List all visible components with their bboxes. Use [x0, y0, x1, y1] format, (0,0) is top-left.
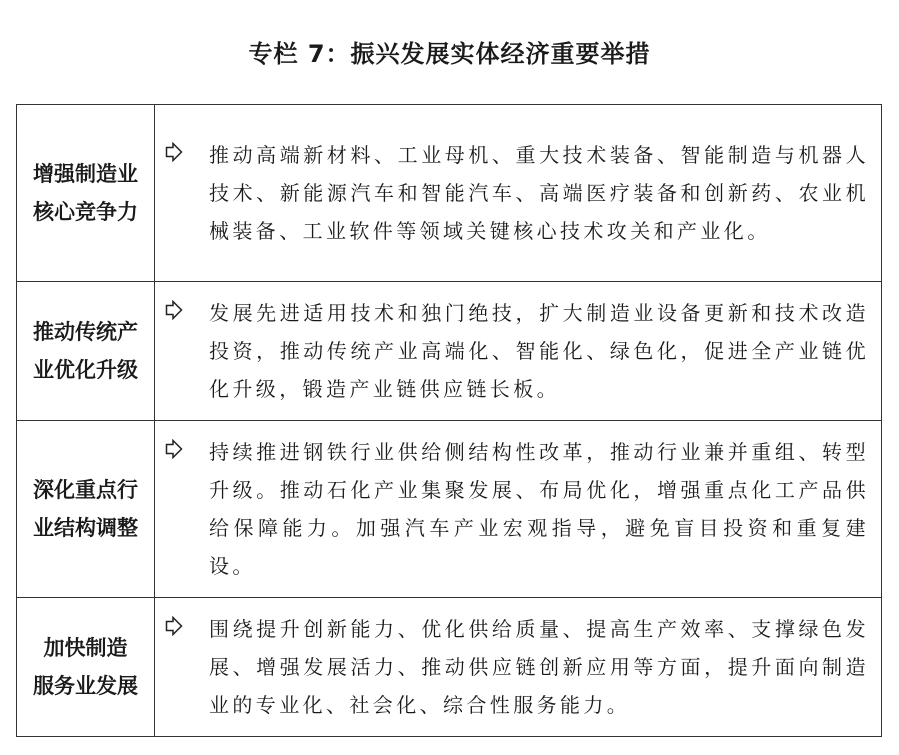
row-label	[17, 598, 155, 737]
row-label-line: 加快制造	[43, 636, 128, 660]
bullet-entry	[165, 136, 869, 250]
row-text: 发展先进适用技术和独门绝技，扩大制造业设备更新和技术改造投资，推动传统产业高端化、智能化、绿色化，促进全产业链优化升级，锻造产业链供应链长板。	[209, 301, 869, 401]
table-row	[17, 598, 882, 737]
row-text: 围绕提升创新能力、优化供给质量、提高生产效率、支撑绿色发展、增强发展活力、推动供应链创新应用等方面，提升面向制造业的专业化、社会化、综合性服务能力。	[209, 617, 869, 717]
row-label-line: 推动传统产	[33, 320, 138, 344]
hollow-arrow-right-icon	[165, 433, 209, 459]
row-label	[17, 421, 155, 598]
bullet-entry	[165, 294, 869, 408]
bullet-entry	[165, 433, 869, 585]
row-label	[17, 105, 155, 282]
row-text: 持续推进钢铁行业供给侧结构性改革，推动行业兼并重组、转型升级。推动石化产业集聚发展、布局优化，增强重点化工产品供给保障能力。加强汽车产业宏观指导，避免盲目投资和重复建设。	[209, 440, 869, 578]
table-row	[17, 282, 882, 421]
hollow-arrow-right-icon	[165, 136, 209, 162]
hollow-arrow-right-icon	[165, 294, 209, 320]
table-row	[17, 421, 882, 598]
page-title: 专栏 7：振兴发展实体经济重要举措	[248, 40, 651, 68]
row-content	[155, 421, 882, 598]
bullet-entry	[165, 610, 869, 724]
row-content	[155, 282, 882, 421]
row-label-line: 核心竞争力	[33, 200, 138, 224]
row-label-line: 深化重点行	[33, 478, 138, 502]
row-label-line: 服务业发展	[33, 674, 138, 698]
table-row	[17, 105, 882, 282]
row-label-line: 业优化升级	[33, 358, 138, 382]
row-label	[17, 282, 155, 421]
row-label-line: 增强制造业	[33, 162, 138, 186]
row-text: 推动高端新材料、工业母机、重大技术装备、智能制造与机器人技术、新能源汽车和智能汽车、高端医疗装备和创新药、农业机械装备、工业软件等领域关键核心技术攻关和产业化。	[209, 143, 869, 243]
hollow-arrow-right-icon	[165, 610, 209, 636]
row-label-line: 业结构调整	[33, 516, 138, 540]
row-content	[155, 105, 882, 282]
row-content	[155, 598, 882, 737]
measures-table	[16, 104, 882, 737]
